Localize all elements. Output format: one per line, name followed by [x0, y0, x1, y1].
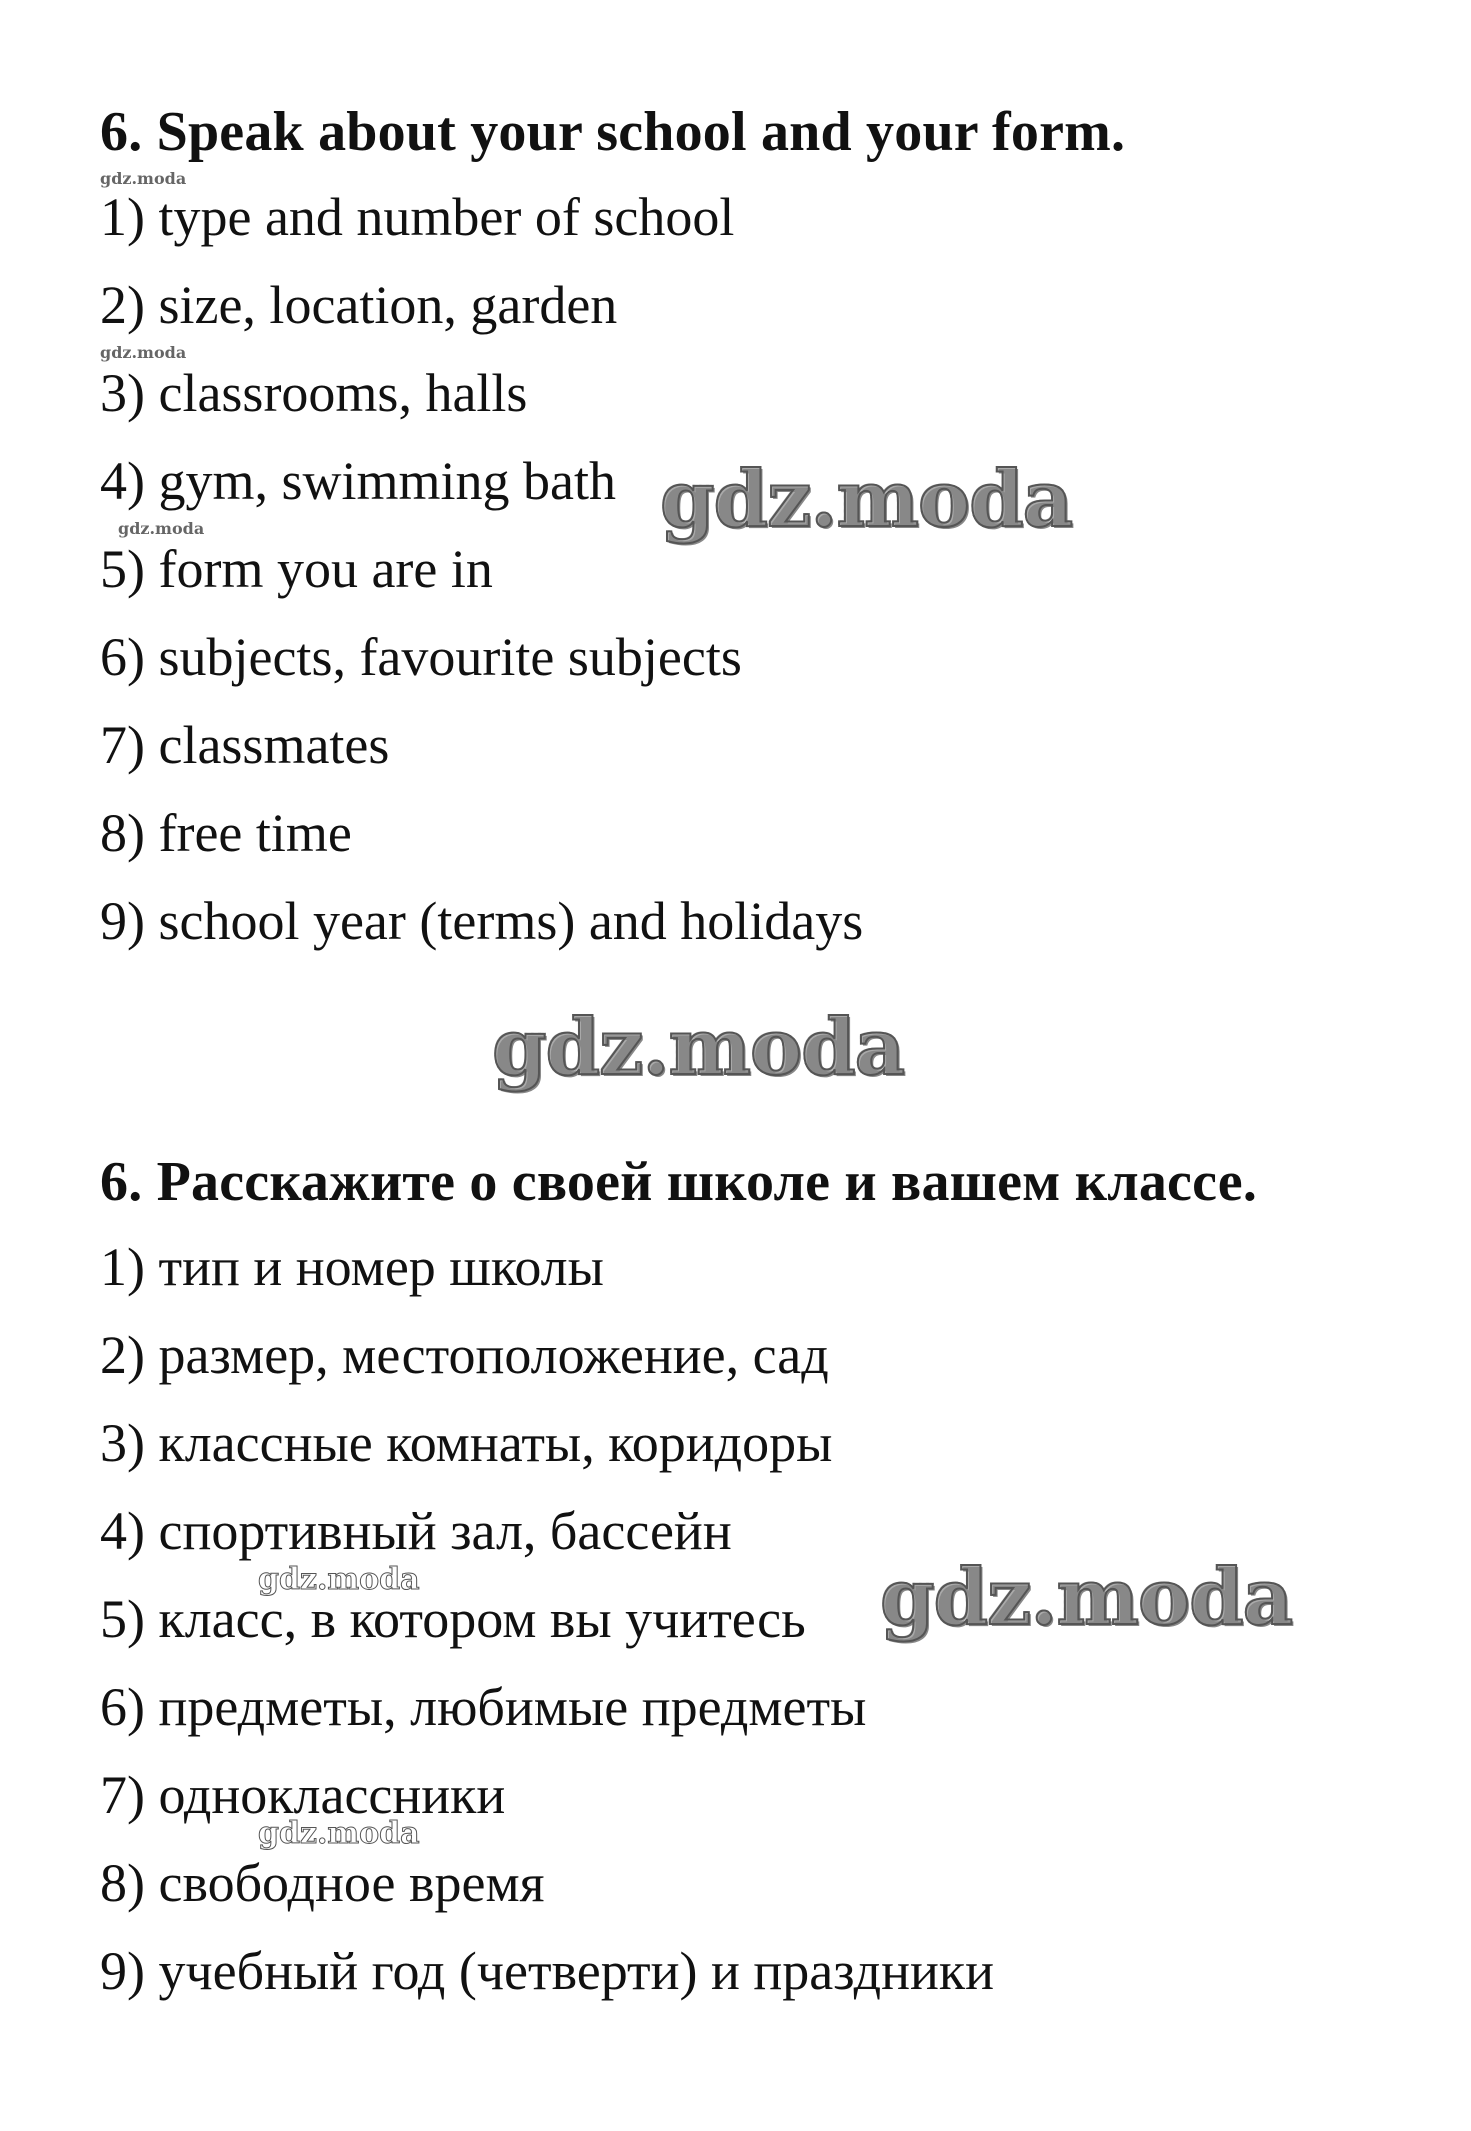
english-item-3: 3) classrooms, halls: [100, 363, 528, 423]
english-heading: 6. Speak about your school and your form.: [100, 101, 1126, 163]
english-item-1: 1) type and number of school: [100, 187, 735, 247]
russian-item-7: 7) одноклассники: [100, 1765, 506, 1825]
watermark-small: gdz.moda: [100, 169, 187, 188]
russian-item-1: 1) тип и номер школы: [100, 1237, 604, 1297]
english-item-9: 9) school year (terms) and holidays: [100, 891, 864, 951]
watermark-large: gdz.moda: [492, 1002, 905, 1093]
watermark-large: gdz.moda: [660, 454, 1073, 545]
russian-item-8: 8) свободное время: [100, 1853, 545, 1913]
english-item-6: 6) subjects, favourite subjects: [100, 627, 742, 687]
english-item-2: 2) size, location, garden: [100, 275, 618, 335]
russian-item-4: 4) спортивный зал, бассейн: [100, 1501, 732, 1561]
russian-item-6: 6) предметы, любимые предметы: [100, 1677, 867, 1737]
russian-item-3: 3) классные комнаты, коридоры: [100, 1413, 833, 1473]
russian-item-9: 9) учебный год (четверти) и праздники: [100, 1941, 995, 2001]
watermark-small: gdz.moda: [100, 343, 187, 362]
russian-item-5: 5) класс, в котором вы учитесь: [100, 1589, 806, 1649]
english-item-4: 4) gym, swimming bath: [100, 451, 616, 511]
watermark-small: gdz.moda: [118, 519, 205, 538]
russian-item-2: 2) размер, местоположение, сад: [100, 1325, 829, 1385]
english-item-5: 5) form you are in: [100, 539, 493, 599]
watermark-medium: gdz.moda: [258, 1816, 420, 1851]
english-item-7: 7) classmates: [100, 715, 390, 775]
watermark-medium: gdz.moda: [258, 1562, 420, 1597]
english-item-8: 8) free time: [100, 803, 352, 863]
russian-heading: 6. Расскажите о своей школе и вашем классе.: [100, 1151, 1258, 1213]
watermark-large: gdz.moda: [880, 1552, 1293, 1643]
